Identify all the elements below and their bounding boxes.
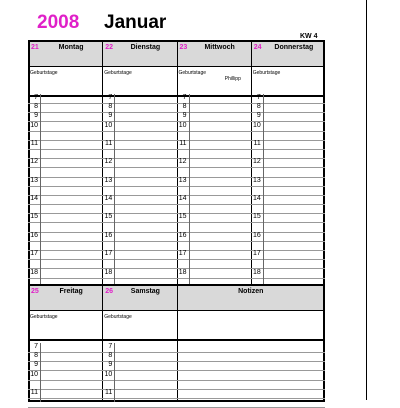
day-number: 24 xyxy=(253,44,262,51)
day-name: Dienstag xyxy=(130,44,161,51)
half-hour-line xyxy=(28,140,325,141)
day-name: Samstag xyxy=(130,288,160,295)
hour-row-line xyxy=(28,398,325,399)
hour-label: 10 xyxy=(252,121,261,129)
hour-row-line xyxy=(28,380,325,381)
page-edge-line xyxy=(366,0,367,400)
half-hour-line xyxy=(28,389,325,390)
hour-label: 17 xyxy=(30,250,38,258)
hour-row-line xyxy=(28,131,325,132)
day-name: Mittwoch xyxy=(204,44,235,51)
notes-title: Notizen xyxy=(238,288,264,295)
hour-label: 18 xyxy=(252,268,261,276)
hour-label: 9 xyxy=(256,112,261,120)
birthday-label: Geburtstage xyxy=(252,70,281,76)
hour-label: 15 xyxy=(252,213,261,221)
hour-row-line xyxy=(28,259,325,260)
hour-row-line xyxy=(28,186,325,187)
half-hour-line xyxy=(28,232,325,233)
half-hour-line xyxy=(28,195,325,196)
birthday-entry: Phillipp xyxy=(224,76,241,82)
hour-label: 13 xyxy=(252,176,261,184)
column-divider xyxy=(177,284,178,402)
hour-label: 14 xyxy=(252,195,261,203)
hour-label: 12 xyxy=(252,158,261,166)
hour-label: 9 xyxy=(34,361,38,369)
hour-label: 10 xyxy=(30,370,38,378)
hour-row-line xyxy=(28,370,325,371)
hour-label: 7 xyxy=(108,94,113,101)
hour-label: 18 xyxy=(30,268,38,276)
half-hour-line xyxy=(28,213,325,214)
hour-label: 18 xyxy=(178,268,187,276)
hour-gutter xyxy=(114,94,115,287)
hour-label: 14 xyxy=(30,195,38,203)
hour-label: 9 xyxy=(182,112,187,120)
hour-label: 18 xyxy=(104,268,113,276)
hour-label: 7 xyxy=(108,343,113,350)
hour-label: 16 xyxy=(178,231,187,239)
hour-row-line xyxy=(28,278,325,279)
year-title: 2008 xyxy=(37,12,80,33)
hour-label: 15 xyxy=(104,213,113,221)
hour-label: 13 xyxy=(104,176,113,184)
hour-gutter xyxy=(189,94,190,287)
hour-label: 8 xyxy=(182,103,187,111)
day-number: 25 xyxy=(31,288,39,295)
hour-label: 7 xyxy=(182,94,187,101)
hour-row-line xyxy=(28,222,325,223)
hour-label: 16 xyxy=(30,231,38,239)
week-number: KW 4 xyxy=(300,33,318,40)
birthday-label: Geburtstage xyxy=(104,70,132,76)
day-number: 23 xyxy=(179,44,188,51)
birthday-label: Geburtstage xyxy=(178,70,207,76)
hour-label: 8 xyxy=(108,103,113,111)
hour-label: 11 xyxy=(253,139,261,147)
day-name: Donnerstag xyxy=(274,44,314,51)
hour-label: 12 xyxy=(178,158,187,166)
hour-gutter xyxy=(114,343,115,402)
day-name: Freitag xyxy=(59,288,83,295)
hour-row-line xyxy=(28,204,325,205)
hour-gutter xyxy=(40,94,41,287)
birthday-label: Geburtstage xyxy=(30,314,58,320)
hour-label: 8 xyxy=(34,103,38,111)
birthday-divider xyxy=(28,95,325,97)
hour-row-line xyxy=(28,361,325,362)
half-hour-line xyxy=(28,158,325,159)
hour-label: 8 xyxy=(34,352,38,360)
hour-label: 16 xyxy=(252,231,261,239)
hour-label: 14 xyxy=(178,195,187,203)
birthday-divider xyxy=(28,339,325,341)
birthday-label: Geburtstage xyxy=(104,314,132,320)
hour-label: 7 xyxy=(34,343,38,350)
hour-row-line xyxy=(28,149,325,150)
hour-label: 16 xyxy=(104,231,113,239)
hour-label: 7 xyxy=(256,94,261,101)
half-hour-line xyxy=(28,177,325,178)
hour-row-line xyxy=(28,103,325,104)
hour-label: 15 xyxy=(178,213,187,221)
hour-label: 8 xyxy=(256,103,261,111)
hour-label: 9 xyxy=(108,112,113,120)
hour-label: 13 xyxy=(178,176,187,184)
birthday-label: Geburtstage xyxy=(30,70,58,76)
hour-label: 12 xyxy=(30,158,38,166)
hour-label: 10 xyxy=(104,370,113,378)
hour-row-line xyxy=(28,112,325,113)
day-number: 21 xyxy=(31,44,39,51)
hour-label: 14 xyxy=(104,195,113,203)
half-hour-line xyxy=(28,268,325,269)
hour-label: 7 xyxy=(34,94,38,101)
hour-label: 11 xyxy=(104,139,113,147)
month-title: Januar xyxy=(104,12,167,33)
hour-label: 12 xyxy=(104,158,113,166)
hour-label: 9 xyxy=(108,361,113,369)
hour-label: 10 xyxy=(30,121,38,129)
hour-gutter xyxy=(40,343,41,402)
day-number: 26 xyxy=(105,288,114,295)
hour-label: 9 xyxy=(34,112,38,120)
hour-row-line xyxy=(28,121,325,122)
hour-label: 10 xyxy=(104,121,113,129)
hour-label: 17 xyxy=(178,250,187,258)
hour-gutter xyxy=(263,94,264,287)
hour-label: 13 xyxy=(30,176,38,184)
day-number: 22 xyxy=(105,44,114,51)
hour-label: 11 xyxy=(30,139,38,147)
day-name: Montag xyxy=(58,44,84,51)
half-hour-line xyxy=(28,250,325,251)
hour-label: 11 xyxy=(104,388,113,396)
hour-row-line xyxy=(28,167,325,168)
hour-label: 17 xyxy=(104,250,113,258)
hour-label: 11 xyxy=(30,388,38,396)
hour-label: 17 xyxy=(252,250,261,258)
hour-row-line xyxy=(28,352,325,353)
hour-label: 8 xyxy=(108,352,113,360)
hour-label: 10 xyxy=(178,121,187,129)
hour-label: 15 xyxy=(30,213,38,221)
hour-row-line xyxy=(28,241,325,242)
hour-label: 11 xyxy=(179,139,187,147)
